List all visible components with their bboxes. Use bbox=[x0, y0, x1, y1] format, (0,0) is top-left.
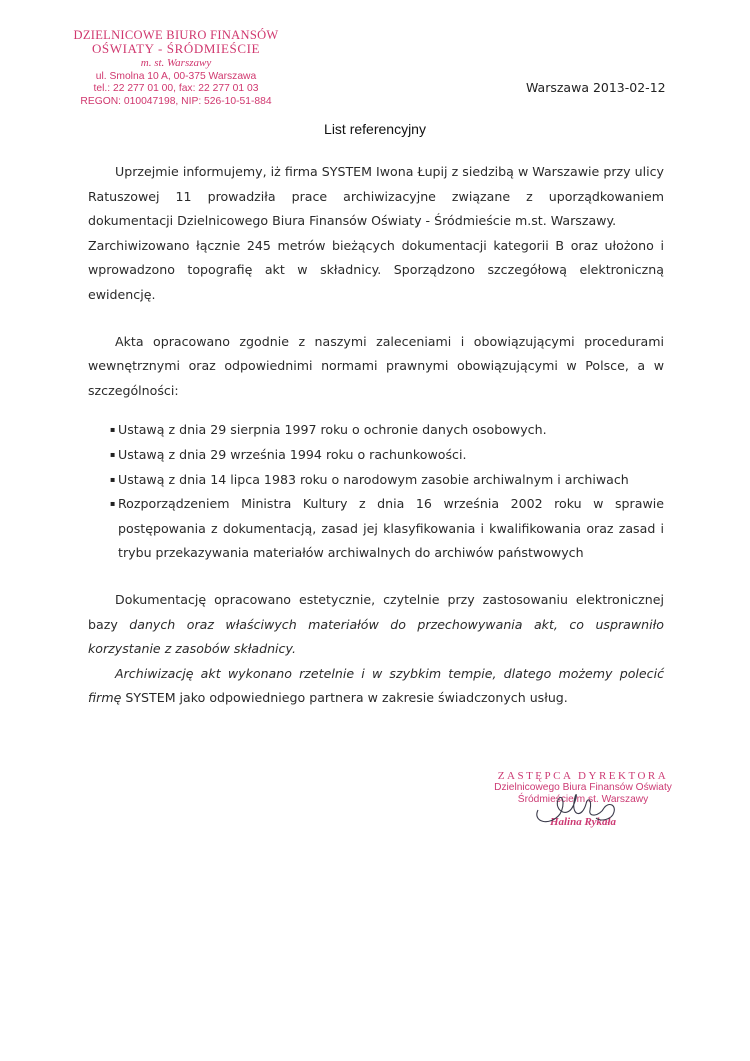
letter-body bbox=[88, 160, 664, 711]
stamp-line-city: m. st. Warszawy bbox=[140, 57, 212, 70]
quality-text-italic: danych oraz właściwych materiałów do przechowywania akt, co usprawniło korzystanie z zasobów składnicy. bbox=[88, 616, 664, 657]
signatory-org: Dzielnicowego Biura Finansów Oświaty bbox=[494, 782, 672, 793]
paragraph-scope: Zarchiwizowano łącznie 245 metrów bieżących dokumentacji kategorii B oraz ułożono i wprowadzono topografię akt w składnicy. Sporządzono szczegółową elektroniczną ewidencję. bbox=[88, 237, 664, 302]
signatory-name: Halina Rykała bbox=[549, 816, 617, 829]
bullet-icon: ▪ bbox=[110, 499, 116, 509]
bullet-icon: ▪ bbox=[110, 449, 116, 459]
quality-text: Dokumentację opracowano estetycznie, czytelnie przy zastosowaniu elektronicznej bazy bbox=[88, 591, 664, 632]
signatory-role: ZASTĘPCA DYREKTORA bbox=[497, 770, 669, 782]
bullet-icon: ▪ bbox=[110, 474, 116, 484]
law-text: Rozporządzeniem Ministra Kultury z dnia 16 września 2002 roku w sprawie postępowania z dokumentacją, zasad jej klasyfikowania i kwalifikowania oraz zasad i trybu przekazywania materiałów archiwalnych do archiwów państwowych bbox=[118, 496, 664, 561]
recommendation-text: SYSTEM jako odpowiedniego partnera w zakresie świadczonych usług. bbox=[125, 690, 568, 706]
handwritten-signature bbox=[530, 782, 630, 832]
stamp-regon: REGON: 010047198, NIP: 526-10-51-884 bbox=[80, 95, 272, 107]
paragraph-recommendation bbox=[88, 662, 664, 711]
signatory-district: Śródmieście m.st. Warszawy bbox=[517, 794, 649, 806]
letter-date: Warszawa 2013-02-12 bbox=[526, 80, 666, 95]
institution-header-stamp bbox=[60, 28, 292, 108]
list-item bbox=[88, 443, 664, 468]
letter-title: List referencyjny bbox=[324, 121, 426, 137]
law-text: Ustawą z dnia 14 lipca 1983 roku o narodowym zasobie archiwalnym i archiwach bbox=[118, 471, 629, 487]
list-item bbox=[88, 492, 664, 566]
paragraph-quality bbox=[88, 588, 664, 662]
bullet-icon: ▪ bbox=[110, 425, 116, 435]
stamp-line-district: OŚWIATY - ŚRÓDMIEŚCIE bbox=[91, 41, 261, 57]
stamp-line-office: DZIELNICOWE BIURO FINANSÓW bbox=[73, 28, 279, 42]
law-text: Ustawą z dnia 29 września 1994 roku o rachunkowości. bbox=[118, 446, 467, 462]
stamp-address: ul. Smolna 10 A, 00-375 Warszawa bbox=[95, 70, 257, 82]
paragraph-compliance: Akta opracowano zgodnie z naszymi zaleceniami i obowiązującymi procedurami wewnętrznymi oraz odpowiednimi normami prawnymi obowiązującymi w Polsce, a w szczególności: bbox=[88, 333, 664, 398]
stamp-phone: tel.: 22 277 01 00, fax: 22 277 01 03 bbox=[93, 83, 259, 95]
law-text: Ustawą z dnia 29 sierpnia 1997 roku o ochronie danych osobowych. bbox=[118, 422, 547, 438]
list-item bbox=[88, 418, 664, 443]
recommendation-text-italic: Archiwizację akt wykonano rzetelnie i w szybkim tempie, dlatego możemy polecić firmę bbox=[88, 665, 664, 706]
list-item bbox=[88, 468, 664, 493]
laws-list bbox=[88, 418, 664, 566]
paragraph-intro: Uprzejmie informujemy, iż firma SYSTEM Iwona Łupij z siedzibą w Warszawie przy ulicy Ratuszowej 11 prowadziła prace archiwizacyjne związane z uporządkowaniem dokumentacji Dzielnicowego Biura Finansów Oświaty - Śródmieście m.st. Warszawy. bbox=[88, 164, 664, 229]
